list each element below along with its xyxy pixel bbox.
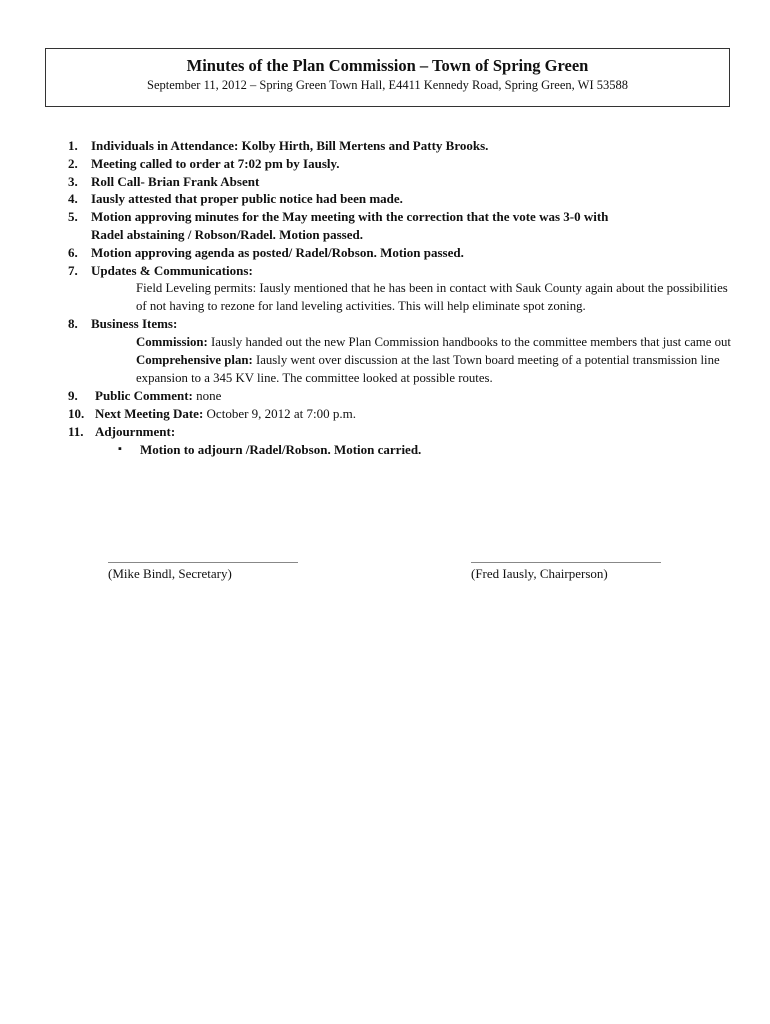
item-number: 7. bbox=[68, 262, 78, 278]
item-value: October 9, 2012 at 7:00 p.m. bbox=[206, 405, 357, 421]
signature-name: (Mike Bindl, Secretary) bbox=[108, 566, 232, 581]
square-bullet-icon: ▪ bbox=[118, 442, 122, 455]
list-item bbox=[68, 137, 738, 155]
item-text: Motion approving minutes for the May meeting with the correction that the vote was 3-0 with bbox=[91, 209, 609, 225]
item-number: 5. bbox=[68, 209, 78, 225]
item-text: Iausly attested that proper public notice had been made. bbox=[91, 191, 403, 207]
item-number: 4. bbox=[68, 191, 78, 207]
list-item bbox=[68, 423, 738, 459]
page-subtitle: September 11, 2012 – Spring Green Town Hall, E4411 Kennedy Road, Spring Green, WI 53588 bbox=[147, 78, 628, 92]
list-item bbox=[68, 405, 738, 423]
item-label: Next Meeting Date: bbox=[95, 405, 204, 421]
item-value: none bbox=[196, 388, 222, 404]
page-title: Minutes of the Plan Commission – Town of Spring Green bbox=[186, 56, 589, 75]
item-number: 6. bbox=[68, 244, 78, 260]
item-text-continued: Radel abstaining / Robson/Radel. Motion passed. bbox=[91, 226, 363, 242]
item-label: Public Comment: bbox=[95, 388, 193, 404]
list-item bbox=[68, 387, 738, 405]
plan-text: Iausly went over discussion at the last Town board meeting of a potential transmission line expansion to a 345 KV line. The committee looked at possible routes. bbox=[136, 353, 720, 386]
item-text: Meeting called to order at 7:02 pm by Iausly. bbox=[91, 155, 340, 171]
signature-line bbox=[471, 562, 661, 563]
item-number: 2. bbox=[68, 155, 78, 171]
list-item bbox=[68, 244, 738, 262]
plan-detail bbox=[91, 351, 738, 387]
item-number: 1. bbox=[68, 138, 78, 153]
bullet-text: Motion to adjourn /Radel/Robson. Motion carried. bbox=[140, 441, 422, 457]
item-text: Adjournment: bbox=[95, 423, 176, 439]
item-text: Motion approving agenda as posted/ Radel/Robson. Motion passed. bbox=[91, 244, 464, 260]
commission-detail bbox=[91, 333, 738, 351]
header-box bbox=[45, 48, 730, 107]
item-text: Roll Call- Brian Frank Absent bbox=[91, 173, 260, 189]
minutes-list bbox=[68, 137, 738, 458]
commission-label: Commission: bbox=[136, 335, 208, 350]
item-number: 8. bbox=[68, 316, 78, 332]
signature-chairperson bbox=[471, 562, 661, 582]
item-detail: Field Leveling permits: Iausly mentioned that he has been in contact with Sauk County again about the possibilities of not having to rezone for land leveling activities. This will help eliminate spot zoning. bbox=[136, 281, 728, 314]
item-number: 3. bbox=[68, 173, 78, 189]
signature-secretary bbox=[108, 562, 298, 582]
item-number: 10. bbox=[68, 405, 85, 421]
signature-name: (Fred Iausly, Chairperson) bbox=[471, 566, 608, 581]
list-item bbox=[68, 173, 738, 191]
list-item bbox=[68, 315, 738, 387]
bullet-item bbox=[95, 441, 738, 459]
item-text: Individuals in Attendance: Kolby Hirth, Bill Mertens and Patty Brooks. bbox=[91, 138, 489, 153]
list-item bbox=[68, 190, 738, 208]
item-text: Updates & Communications: bbox=[91, 262, 253, 278]
list-item bbox=[68, 262, 738, 316]
list-item bbox=[68, 208, 738, 244]
signature-line bbox=[108, 562, 298, 563]
item-number: 11. bbox=[68, 423, 84, 439]
plan-label: Comprehensive plan: bbox=[136, 353, 253, 368]
list-item bbox=[68, 155, 738, 173]
item-number: 9. bbox=[68, 388, 78, 404]
item-text: Business Items: bbox=[91, 316, 178, 332]
commission-text: Iausly handed out the new Plan Commission handbooks to the committee members that just came out bbox=[211, 335, 731, 350]
